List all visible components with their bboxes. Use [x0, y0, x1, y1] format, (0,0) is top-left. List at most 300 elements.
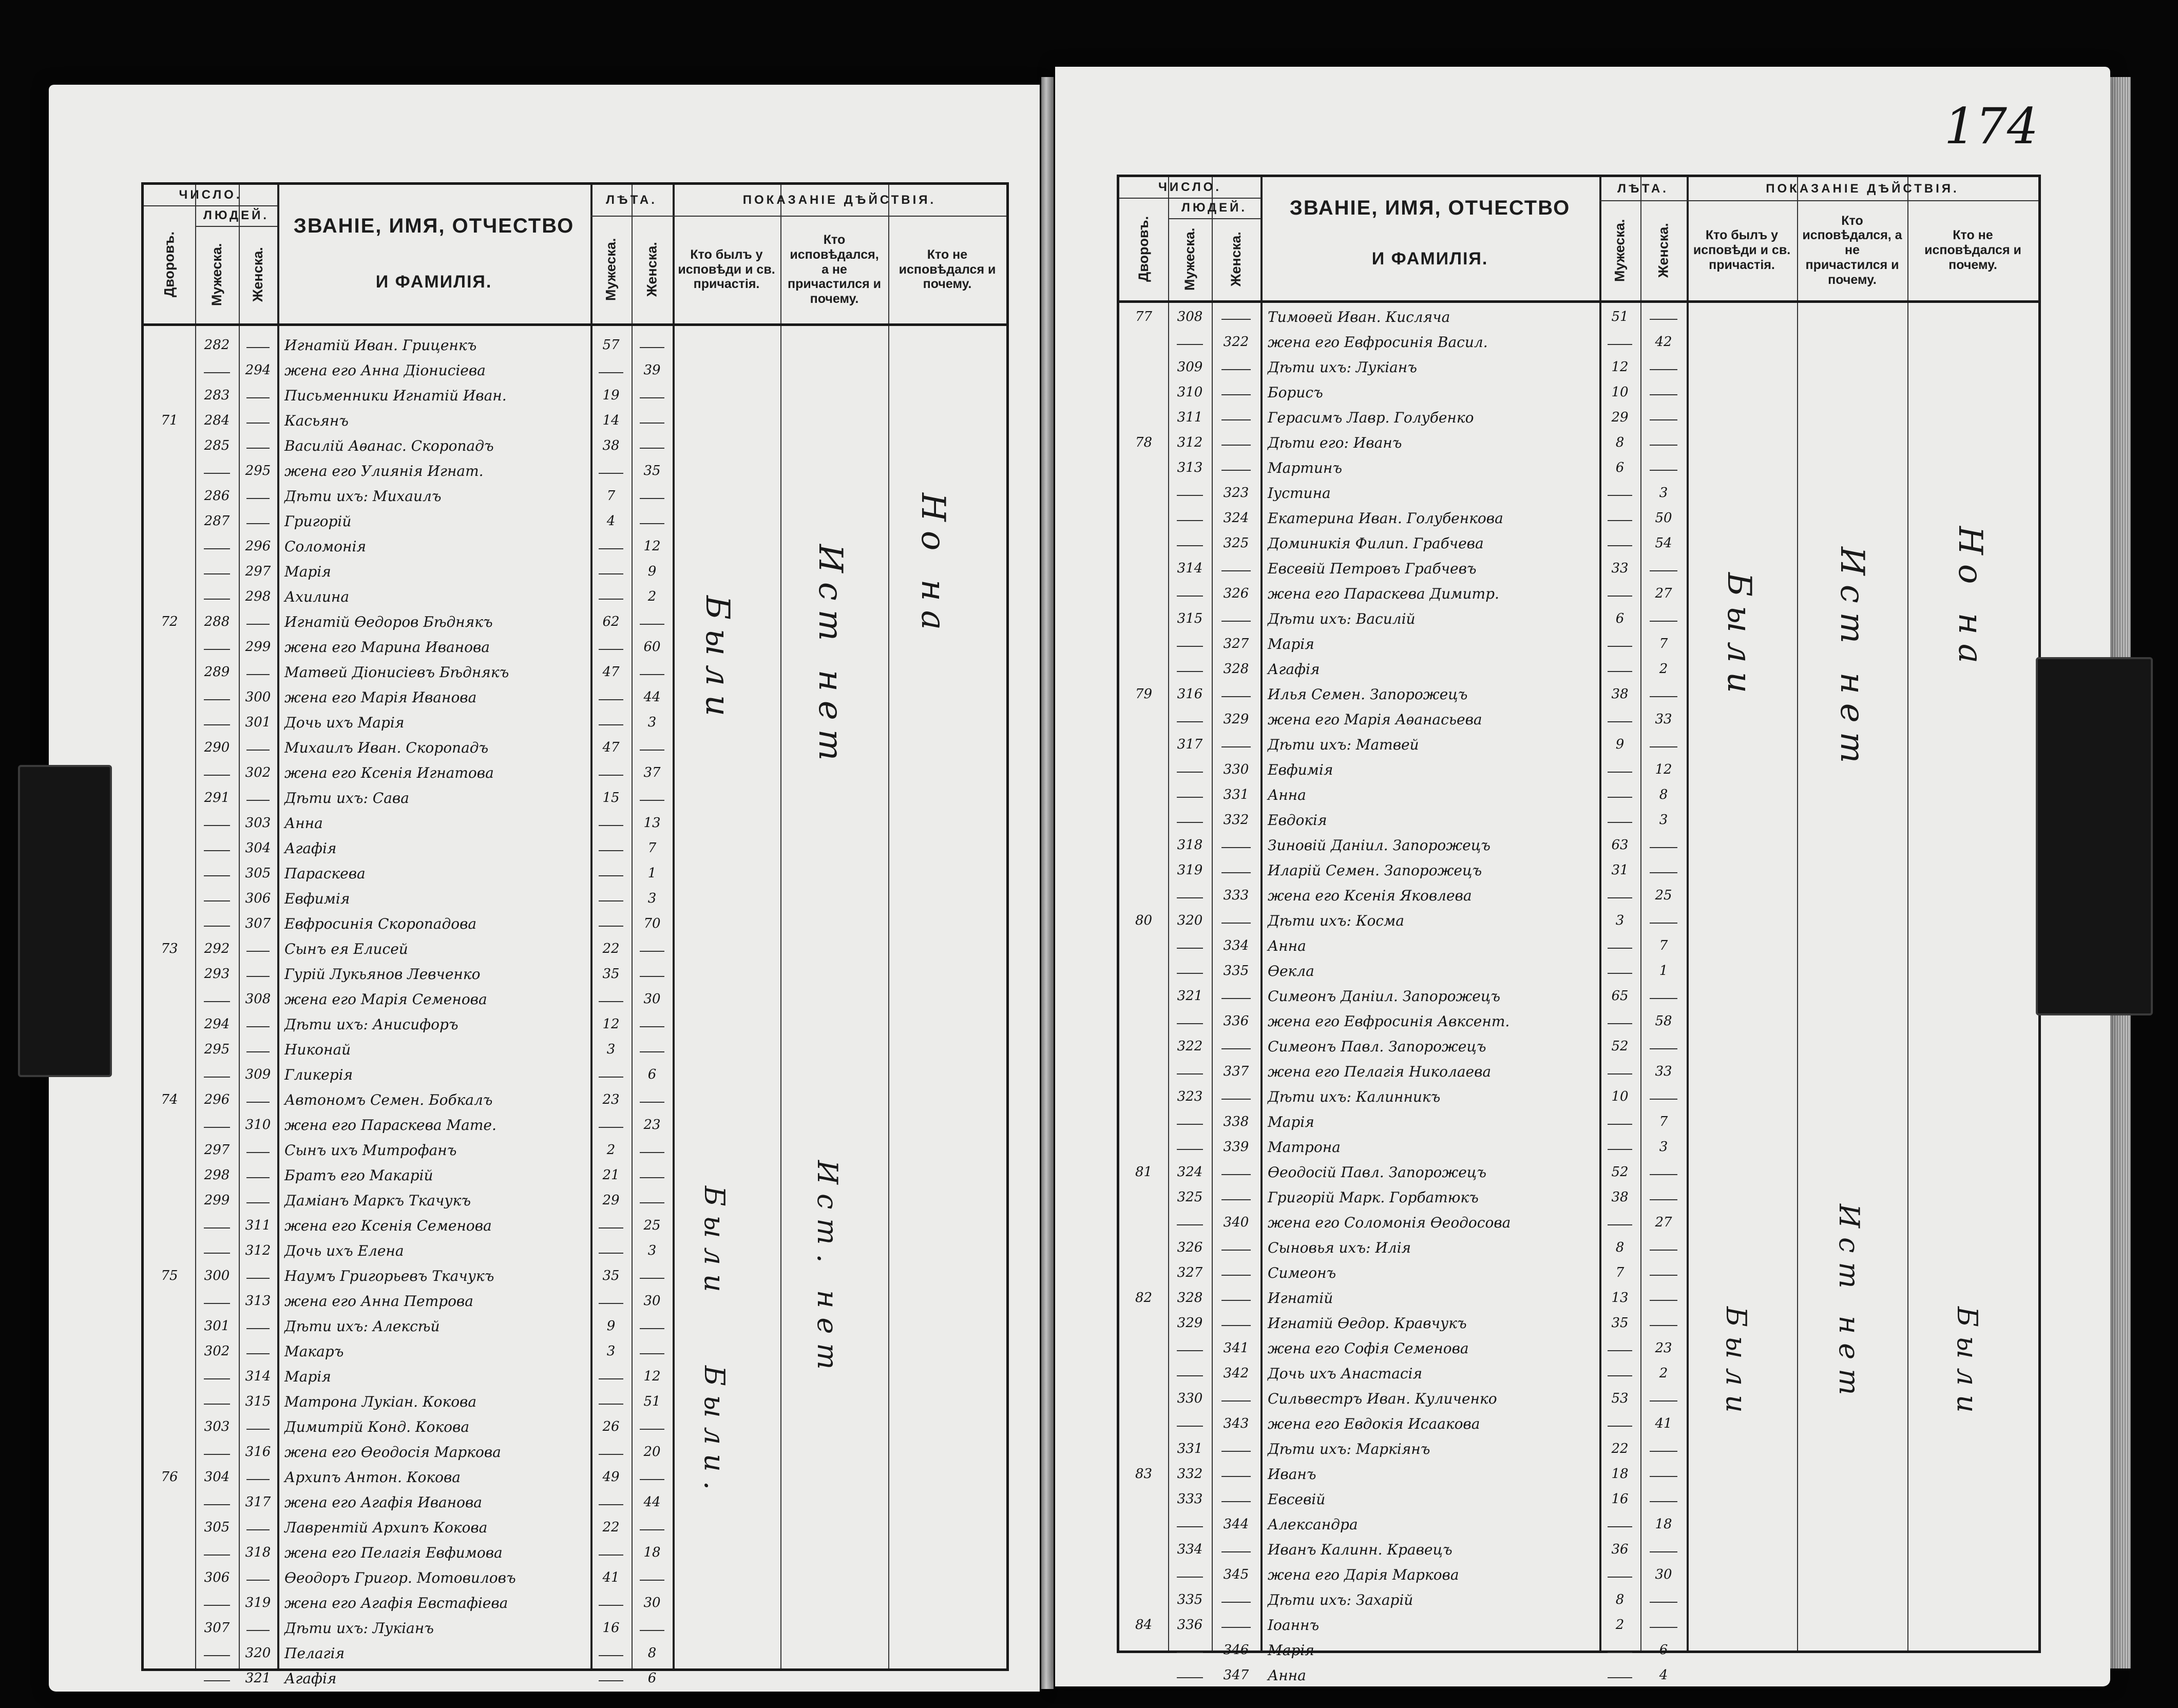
table-row: [1119, 1463, 2038, 1486]
female-number: 334: [1223, 938, 1249, 953]
table-row: [1119, 331, 2038, 354]
female-number: 296: [245, 539, 271, 554]
left-note-4: Ист. нет: [811, 1160, 844, 1379]
age-female: 7: [647, 840, 657, 856]
male-number: 296: [204, 1092, 230, 1107]
empty-dash: [1221, 1048, 1251, 1049]
male-number: 308: [1177, 309, 1203, 324]
person-name: Анна: [1268, 1667, 1306, 1684]
header-lyudey: ЛЮДЕЙ.: [1181, 201, 1247, 215]
empty-dash: [246, 1177, 270, 1178]
empty-dash: [1608, 495, 1632, 496]
empty-dash: [246, 1202, 270, 1203]
female-number: 330: [1223, 762, 1249, 777]
empty-dash: [1177, 1652, 1203, 1653]
empty-dash: [1177, 520, 1203, 521]
table-row: [144, 786, 1006, 810]
empty-dash: [640, 423, 664, 424]
empty-dash: [1221, 570, 1251, 571]
female-number: 347: [1223, 1667, 1249, 1683]
empty-dash: [599, 724, 623, 725]
table-row: [1119, 1639, 2038, 1662]
table-row: [144, 736, 1006, 759]
empty-dash: [1221, 470, 1251, 471]
empty-dash: [1650, 1551, 1677, 1552]
header-dvorov: Дворовъ.: [1135, 216, 1151, 282]
header-title-line1: ЗВАНІЕ, ИМЯ, ОТЧЕСТВО: [1289, 197, 1571, 219]
header-zhen: Женска.: [250, 247, 265, 302]
person-name: Дочь ихъ Елена: [284, 1242, 404, 1259]
empty-dash: [204, 1378, 230, 1379]
empty-dash: [1650, 1627, 1677, 1628]
male-number: 323: [1177, 1089, 1203, 1104]
male-number: 316: [1177, 686, 1203, 702]
person-name: Анна: [1268, 937, 1306, 954]
empty-dash: [1221, 1501, 1251, 1502]
table-row: [144, 1088, 1006, 1111]
person-name: жена его Улиянія Игнат.: [284, 463, 484, 479]
empty-dash: [1650, 621, 1677, 622]
empty-dash: [246, 1479, 270, 1480]
header-col2: Кто исповѣдался, а не причастился и почему.: [1802, 213, 1902, 287]
male-number: 290: [204, 740, 230, 755]
age-female: 3: [1659, 1139, 1668, 1155]
empty-dash: [204, 875, 230, 876]
table-row: [1119, 1035, 2038, 1058]
age-female: 30: [643, 1293, 661, 1309]
empty-dash: [640, 951, 664, 952]
person-name: Василій Аѳанас. Скоропадъ: [284, 437, 494, 454]
person-name: Ѳеодоръ Григор. Мотовиловъ: [284, 1569, 516, 1586]
empty-dash: [640, 1479, 664, 1480]
age-male: 29: [602, 1193, 620, 1208]
household-number: 81: [1135, 1164, 1153, 1180]
empty-dash: [599, 1127, 623, 1128]
empty-dash: [599, 1001, 623, 1002]
table-row: [144, 1290, 1006, 1313]
empty-dash: [1177, 495, 1203, 496]
empty-dash: [204, 1253, 230, 1254]
empty-dash: [640, 1177, 664, 1178]
female-number: 325: [1223, 535, 1249, 551]
female-number: 333: [1223, 888, 1249, 903]
age-male: 53: [1611, 1391, 1629, 1406]
empty-dash: [246, 1278, 270, 1279]
table-row: [1119, 1588, 2038, 1611]
empty-dash: [640, 1630, 664, 1631]
person-name: Наумъ Григорьевъ Ткачукъ: [284, 1268, 494, 1284]
person-name: жена его Марія Аѳанасьева: [1268, 711, 1482, 728]
age-male: 35: [602, 1268, 620, 1283]
female-number: 326: [1223, 586, 1249, 601]
table-row: [144, 334, 1006, 357]
table-row: [144, 1617, 1006, 1640]
header-leta: ЛѢТА.: [1617, 181, 1669, 196]
table-row: [1119, 1236, 2038, 1259]
empty-dash: [1221, 1275, 1251, 1276]
table-row: [144, 761, 1006, 784]
age-female: 4: [1659, 1667, 1668, 1683]
table-row: [144, 1214, 1006, 1237]
empty-dash: [1177, 973, 1203, 974]
table-row: [1119, 582, 2038, 605]
age-female: 6: [647, 1671, 657, 1686]
male-number: 288: [204, 614, 230, 629]
male-number: 333: [1177, 1491, 1203, 1507]
age-male: 4: [606, 513, 616, 529]
age-male: 21: [602, 1167, 620, 1183]
table-row: [1119, 1513, 2038, 1536]
empty-dash: [599, 372, 623, 373]
left-note-1: Были: [698, 596, 736, 726]
table-row: [144, 837, 1006, 860]
age-male: 3: [1615, 913, 1625, 928]
person-name: Дѣти ихъ: Алексѣй: [284, 1318, 440, 1335]
empty-dash: [204, 1555, 230, 1556]
empty-dash: [599, 900, 623, 901]
header-dvorov: Дворовъ.: [161, 231, 177, 298]
empty-dash: [1650, 1300, 1677, 1301]
empty-dash: [204, 573, 230, 574]
empty-dash: [1221, 1400, 1251, 1402]
table-row: [144, 1541, 1006, 1564]
age-female: 3: [1659, 812, 1668, 828]
empty-dash: [1177, 671, 1203, 672]
table-row: [1119, 834, 2038, 857]
male-number: 318: [1177, 837, 1203, 853]
person-name: Евдокія: [1268, 812, 1327, 829]
empty-dash: [1221, 1325, 1251, 1326]
age-male: 14: [602, 413, 620, 428]
empty-dash: [246, 1630, 270, 1631]
table-row: [144, 1239, 1006, 1262]
female-number: 317: [245, 1494, 271, 1510]
empty-dash: [1650, 419, 1677, 420]
table-row: [144, 384, 1006, 407]
table-row: [144, 912, 1006, 935]
age-male: 49: [602, 1469, 620, 1485]
empty-dash: [1608, 1577, 1632, 1578]
household-number: 75: [161, 1268, 178, 1283]
empty-dash: [640, 1102, 664, 1103]
age-male: 33: [1611, 561, 1629, 576]
empty-dash: [599, 1227, 623, 1229]
person-name: Евфимія: [284, 890, 350, 907]
female-number: 315: [245, 1394, 271, 1409]
empty-dash: [1608, 1526, 1632, 1527]
female-number: 312: [245, 1243, 271, 1258]
table-row: [144, 812, 1006, 835]
age-female: 50: [1655, 510, 1672, 526]
empty-dash: [1650, 1048, 1677, 1049]
person-name: Ахилина: [284, 588, 350, 605]
table-row: [1119, 884, 2038, 907]
person-name: Марія: [1268, 1114, 1314, 1130]
table-row: [144, 1441, 1006, 1464]
empty-dash: [599, 1605, 623, 1606]
male-number: 306: [204, 1570, 230, 1585]
header-pokazanie: ПОКАЗАНІЕ ДѢЙСТВІЯ.: [1766, 181, 1959, 196]
person-name: Мартинъ: [1268, 459, 1342, 476]
table-row: [1119, 683, 2038, 706]
empty-dash: [1650, 1602, 1677, 1603]
age-female: 13: [643, 815, 661, 831]
age-female: 3: [647, 1243, 657, 1258]
person-name: Григорій: [284, 513, 352, 530]
table-row: [144, 560, 1006, 583]
age-male: 22: [602, 1520, 620, 1535]
table-row: [144, 1491, 1006, 1514]
right-page: [1055, 67, 2110, 1686]
person-name: жена его Соломонія Ѳеодосова: [1268, 1214, 1511, 1231]
person-name: Дѣти ихъ: Захарій: [1268, 1591, 1413, 1608]
empty-dash: [246, 1051, 270, 1052]
male-number: 286: [204, 488, 230, 504]
female-number: 316: [245, 1444, 271, 1460]
table-row: [1119, 1010, 2038, 1033]
person-name: Марія: [284, 1368, 331, 1385]
person-name: Іустина: [1268, 485, 1331, 502]
empty-dash: [246, 951, 270, 952]
person-name: жена его Ксенія Яковлева: [1268, 887, 1472, 904]
empty-dash: [1650, 998, 1677, 999]
empty-dash: [1177, 1375, 1203, 1376]
table-row: [1119, 482, 2038, 505]
person-name: Димитрій Конд. Кокова: [284, 1418, 470, 1435]
female-number: 324: [1223, 510, 1249, 526]
empty-dash: [204, 372, 230, 373]
empty-dash: [640, 1026, 664, 1027]
table-row: [1119, 406, 2038, 429]
right-note-1: Были: [1720, 572, 1758, 703]
empty-dash: [246, 1429, 270, 1430]
female-number: 323: [1223, 485, 1249, 501]
person-name: Архипъ Антон. Кокова: [284, 1469, 461, 1486]
person-name: Григорій Марк. Горбатюкъ: [1268, 1189, 1479, 1206]
person-name: Евсевій Петровъ Грабчевъ: [1268, 560, 1477, 577]
household-number: 72: [161, 614, 178, 629]
age-female: 37: [643, 765, 661, 780]
empty-dash: [204, 775, 230, 776]
empty-dash: [1608, 897, 1632, 898]
empty-dash: [1608, 1149, 1632, 1150]
empty-dash: [204, 1077, 230, 1078]
table-row: [144, 1390, 1006, 1413]
male-number: 313: [1177, 460, 1203, 475]
folio-number: 174: [1944, 98, 2038, 155]
empty-dash: [246, 1102, 270, 1103]
person-name: Дѣти ихъ: Сава: [284, 790, 409, 807]
age-male: 65: [1611, 988, 1629, 1004]
empty-dash: [1177, 721, 1203, 722]
right-ledger-table: [1117, 175, 2041, 1684]
empty-dash: [1650, 1099, 1677, 1100]
age-female: 7: [1659, 938, 1668, 953]
table-row: [1119, 1488, 2038, 1511]
empty-dash: [1650, 1400, 1677, 1402]
table-row: [144, 610, 1006, 634]
age-female: 8: [1659, 787, 1668, 802]
table-row: [144, 1189, 1006, 1212]
person-name: Симеонъ Даніил. Запорожецъ: [1268, 988, 1501, 1005]
header-chislo: ЧИСЛО.: [1158, 180, 1222, 195]
table-row: [1119, 1287, 2038, 1310]
age-female: 1: [1659, 963, 1668, 978]
empty-dash: [1608, 1023, 1632, 1024]
person-name: жена его Ѳеодосія Маркова: [284, 1444, 501, 1461]
age-female: 44: [643, 689, 661, 705]
table-row: [144, 409, 1006, 432]
female-number: 345: [1223, 1567, 1249, 1582]
table-row: [144, 1038, 1006, 1061]
female-number: 322: [1223, 334, 1249, 350]
age-male: 62: [602, 614, 620, 629]
age-male: 2: [606, 1142, 616, 1158]
male-number: 325: [1177, 1189, 1203, 1205]
age-male: 8: [1615, 1240, 1625, 1255]
person-name: Екатерина Иван. Голубенкова: [1268, 510, 1503, 527]
table-row: [144, 1139, 1006, 1162]
person-name: Дѣти его: Иванъ: [1268, 434, 1402, 451]
female-number: 294: [245, 362, 271, 378]
age-female: 51: [643, 1394, 661, 1409]
table-row: [144, 1466, 1006, 1489]
table-row: [1119, 985, 2038, 1008]
age-male: 16: [1611, 1491, 1629, 1507]
empty-dash: [1650, 696, 1677, 697]
empty-dash: [1177, 1426, 1203, 1427]
right-note-2: Ист нет: [1833, 547, 1871, 773]
left-header: [144, 185, 1006, 326]
person-name: Евфросинія Скоропадова: [284, 915, 477, 932]
male-number: 327: [1177, 1265, 1203, 1280]
person-name: Дѣти ихъ: Анисифоръ: [284, 1016, 458, 1033]
table-row: [1119, 934, 2038, 957]
female-number: 298: [245, 589, 271, 604]
person-name: Касьянъ: [284, 412, 349, 429]
male-number: 311: [1177, 410, 1203, 425]
female-number: 295: [245, 463, 271, 478]
female-number: 306: [245, 891, 271, 906]
empty-dash: [1221, 1099, 1251, 1100]
person-name: Соломонія: [284, 538, 366, 555]
person-name: Агафія: [1268, 661, 1320, 678]
person-name: Сильвестръ Иван. Куличенко: [1268, 1390, 1497, 1407]
empty-dash: [599, 1303, 623, 1304]
empty-dash: [599, 473, 623, 474]
empty-dash: [640, 750, 664, 751]
female-number: 343: [1223, 1416, 1249, 1431]
age-male: 12: [1611, 359, 1629, 375]
age-male: 57: [602, 337, 620, 353]
header-leta: ЛѢТА.: [606, 193, 657, 207]
table-row: [144, 988, 1006, 1011]
male-number: 336: [1177, 1617, 1203, 1633]
empty-dash: [1177, 772, 1203, 773]
age-male: 31: [1611, 862, 1629, 878]
table-row: [144, 862, 1006, 885]
empty-dash: [1650, 394, 1677, 395]
table-row: [1119, 758, 2038, 781]
age-female: 12: [1655, 762, 1672, 777]
male-number: 287: [204, 513, 230, 529]
age-female: 3: [647, 891, 657, 906]
household-number: 79: [1135, 686, 1153, 702]
male-number: 293: [204, 966, 230, 982]
person-name: Сынъ ихъ Митрофанъ: [284, 1142, 457, 1159]
male-number: 289: [204, 664, 230, 680]
empty-dash: [1221, 1627, 1251, 1628]
male-number: 283: [204, 388, 230, 403]
male-number: 285: [204, 438, 230, 453]
male-number: 314: [1177, 561, 1203, 576]
female-number: 313: [245, 1293, 271, 1309]
person-name: Ѳеодосій Павл. Запорожецъ: [1268, 1164, 1487, 1181]
empty-dash: [204, 1454, 230, 1455]
male-number: 330: [1177, 1391, 1203, 1406]
header-lyudey: ЛЮДЕЙ.: [203, 208, 269, 223]
female-number: 344: [1223, 1517, 1249, 1532]
table-row: [1119, 658, 2038, 681]
table-row: [1119, 1312, 2038, 1335]
empty-dash: [1221, 1250, 1251, 1251]
person-name: Евсевій: [1268, 1491, 1326, 1508]
empty-dash: [640, 523, 664, 524]
person-name: Матрона Лукіан. Кокова: [284, 1393, 477, 1410]
person-name: Даміанъ Маркъ Ткачукъ: [284, 1192, 471, 1209]
book-spine: [1041, 77, 1054, 1689]
empty-dash: [1221, 1300, 1251, 1301]
table-row: [144, 937, 1006, 961]
person-name: Тимоѳей Иван. Кисляча: [1268, 309, 1450, 325]
person-name: жена его Параскева Димитр.: [1268, 585, 1499, 602]
age-male: 8: [1615, 435, 1625, 450]
male-number: 292: [204, 941, 230, 956]
person-name: Марія: [284, 563, 331, 580]
person-name: Симеонъ: [1268, 1264, 1336, 1281]
empty-dash: [246, 1328, 270, 1329]
age-female: 25: [1655, 888, 1672, 903]
empty-dash: [1177, 1224, 1203, 1225]
age-male: 47: [602, 740, 620, 755]
table-row: [1119, 1337, 2038, 1360]
person-name: Параскева: [284, 865, 366, 882]
table-row: [1119, 959, 2038, 983]
household-number: 83: [1135, 1466, 1153, 1482]
empty-dash: [1608, 721, 1632, 722]
empty-dash: [1608, 1652, 1632, 1653]
person-name: Анна: [1268, 786, 1306, 803]
age-female: 33: [1655, 712, 1672, 727]
age-male: 35: [1611, 1315, 1629, 1331]
household-number: 71: [161, 413, 178, 428]
person-name: жена его Пелагія Евфимова: [284, 1544, 503, 1561]
age-female: 41: [1655, 1416, 1672, 1431]
age-female: 27: [1655, 586, 1672, 601]
empty-dash: [1177, 1073, 1203, 1074]
age-female: 6: [647, 1067, 657, 1082]
empty-dash: [204, 1504, 230, 1505]
empty-dash: [1221, 319, 1251, 320]
age-female: 1: [647, 866, 657, 881]
person-name: Гурій Лукьянов Левченко: [284, 966, 481, 983]
empty-dash: [1177, 797, 1203, 798]
person-name: жена его Параскева Мате.: [284, 1117, 496, 1134]
empty-dash: [1608, 1073, 1632, 1074]
empty-dash: [599, 1378, 623, 1379]
age-female: 2: [647, 589, 657, 604]
empty-dash: [1650, 1275, 1677, 1276]
